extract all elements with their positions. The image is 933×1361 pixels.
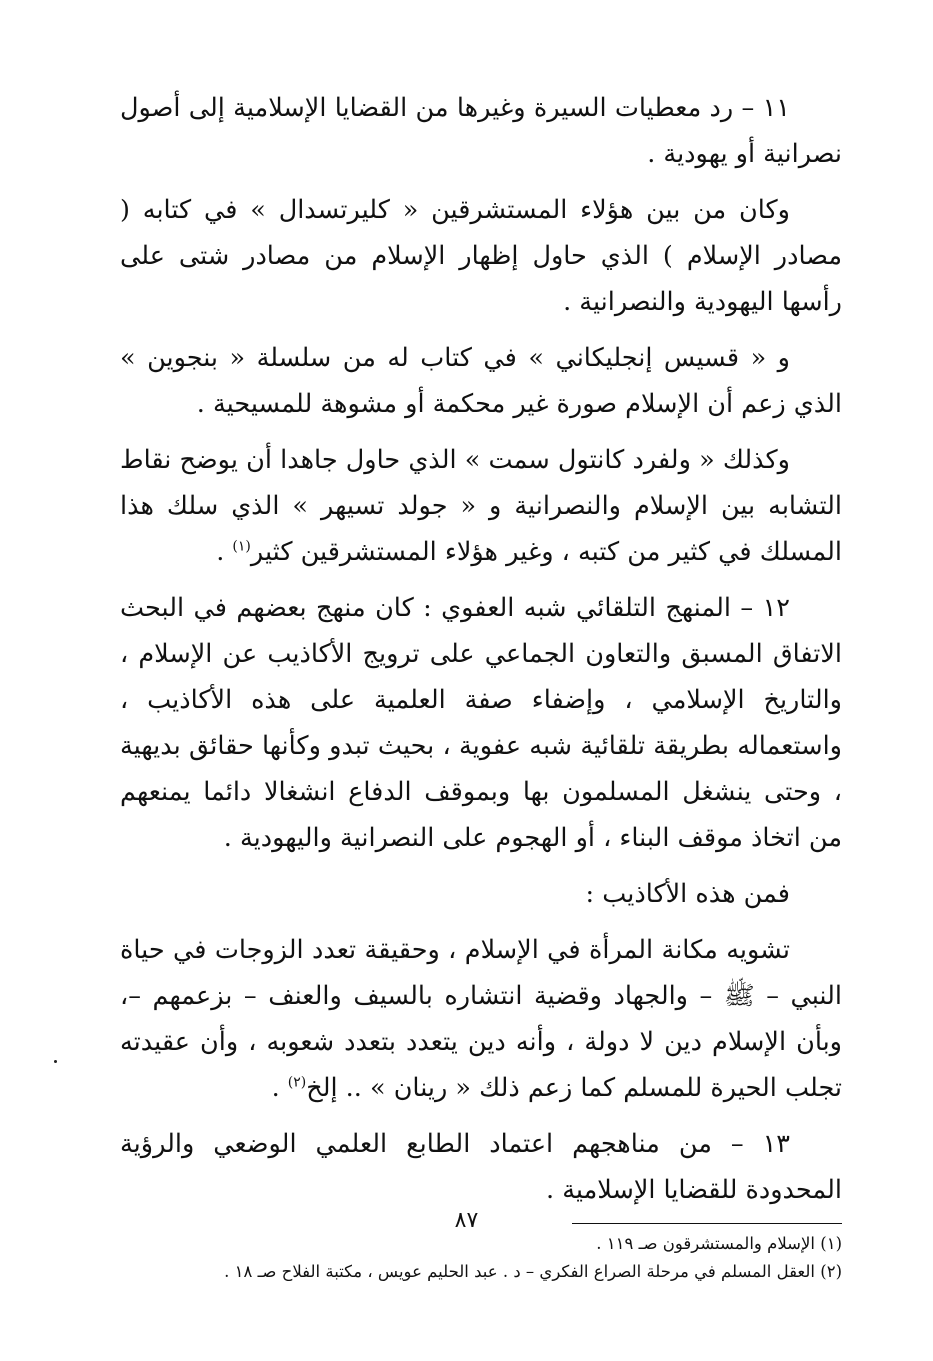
paragraph-lies-intro [120, 871, 842, 917]
paragraph-text: ١١ – رد معطيات السيرة وغيرها من القضايا الإسلامية إلى أصول نصرانية أو يهودية . [120, 93, 842, 169]
paragraph-item-13 [120, 1121, 842, 1213]
footnote-2: (٢) العقل المسلم في مرحلة الصراع الفكري – د . عبد الحليم عويس ، مكتبة الفلاح صـ ١٨ . [224, 1262, 842, 1281]
paragraph-text: وكان من بين هؤلاء المستشرقين « كليرتسدال » في كتابه ( مصادر الإسلام ) الذي حاول إظهار الإسلام من مصادر شتى على رأسها اليهودية والنصرانية . [120, 195, 842, 317]
paragraph-text: ١٢ – المنهج التلقائي شبه العفوي : كان منهج بعضهم في البحث الاتفاق المسبق والتعاون الجماعي على ترويج الأكاذيب عن الإسلام ، والتاريخ الإسلامي ، وإضفاء صفة العلمية على هذه الأكاذيب ، واستعماله بطريقة تلقائية شبه عفوية ، بحيث تبدو وكأنها حقائق بديهية ، وحتى ينشغل المسلمون بها وبموقف الدفاع انشغالا دائما يمنعهم من اتخاذ موقف البناء ، أو الهجوم على النصرانية واليهودية . [120, 593, 842, 853]
paragraph-smith-goldziher [120, 437, 842, 575]
page-number: ٨٧ [454, 1208, 479, 1233]
paragraph-item-12 [120, 585, 842, 861]
paragraph-text: ١٣ – من مناهجهم اعتماد الطابع العلمي الوضعي والرؤية المحدودة للقضايا الإسلامية . [120, 1129, 842, 1205]
paragraph-clertsdal [120, 187, 842, 325]
paragraph-item-11 [120, 85, 842, 177]
scan-speck [54, 1060, 57, 1063]
paragraph-text: فمن هذه الأكاذيب : [585, 879, 790, 909]
paragraph-text: تشويه مكانة المرأة في الإسلام ، وحقيقة تعدد الزوجات في حياة النبي – ﷺ – والجهاد وقضية انتشاره بالسيف والعنف – بزعمهم –، وبأن الإسلام دين لا دولة ، وأنه دين يتعدد بتعدد شعوبه ، وأن عقيدته تجلب الحيرة للمسلم كما زعم ذلك « رينان » .. إلخ [120, 935, 842, 1103]
paragraph-anglican-priest [120, 335, 842, 427]
footnote-reference: (١) [232, 538, 251, 555]
paragraph-text: وكذلك « ولفرد كانتول سمت » الذي حاول جاهدا أن يوضح نقاط التشابه بين الإسلام والنصرانية و « جولد تسيهر » الذي سلك هذا المسلك في كثير من كتبه ، وغير هؤلاء المستشرقين كثير [120, 445, 842, 567]
paragraph-tail: . [216, 537, 233, 567]
page-body [120, 85, 842, 1286]
paragraph-lies-list [120, 927, 842, 1111]
footnote-reference: (٢) [287, 1074, 307, 1091]
paragraph-text: و « قسيس إنجليكاني » في كتاب له من سلسلة « بنجوين » الذي زعم أن الإسلام صورة غير محكمة أو مشوهة للمسيحية . [120, 343, 842, 419]
footnote-1: (١) الإسلام والمستشرقون صـ ١١٩ . [596, 1234, 842, 1253]
paragraph-tail: . [271, 1073, 288, 1103]
